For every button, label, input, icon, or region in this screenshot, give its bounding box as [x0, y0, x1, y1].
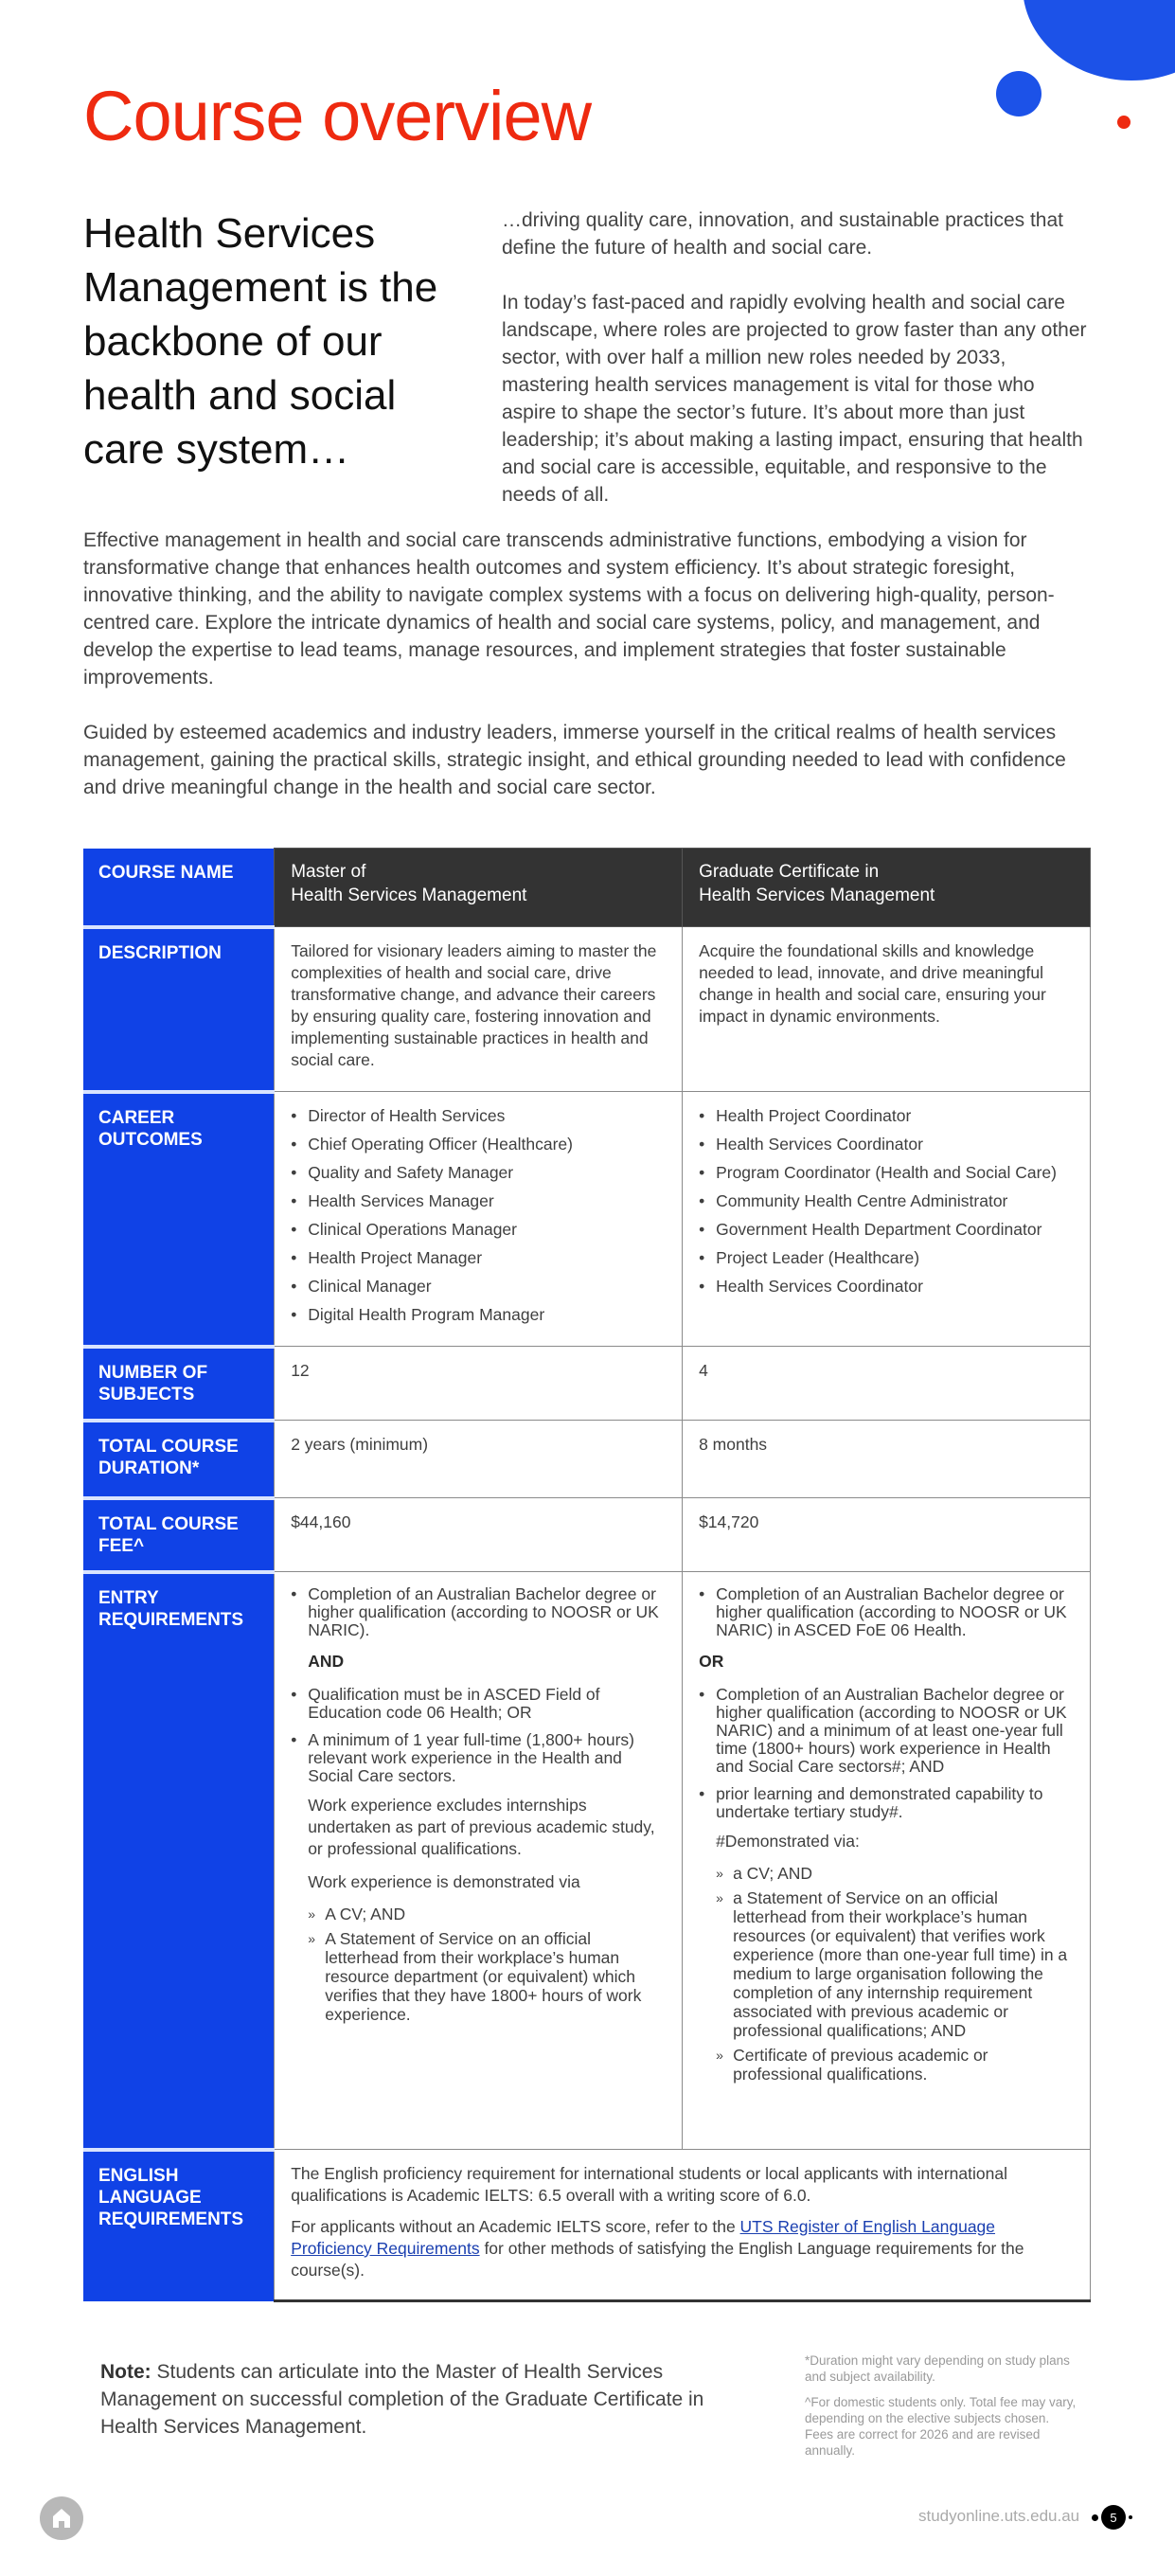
table-row-course-name: [83, 849, 1091, 927]
list-item: • Health Services Coordinator: [699, 1134, 1074, 1155]
footer-url[interactable]: studyonline.uts.edu.au: [918, 2507, 1080, 2525]
decorative-dot: [1092, 2514, 1098, 2521]
entry-master: [275, 1572, 683, 2150]
subjects-gradcert: 4: [683, 1347, 1091, 1421]
row-label: DESCRIPTION: [83, 927, 275, 1092]
english-text: For applicants without an Academic IELTS score, refer to the: [291, 2217, 740, 2236]
list-item: » a CV; AND: [716, 1864, 1074, 1883]
list-item: • Completion of an Australian Bachelor degree or higher qualification (according to NOOSR or UK NARIC).: [291, 1585, 666, 1639]
entry-note: Work experience excludes internships undertaken as part of previous academic study, or professional qualifications.: [308, 1796, 655, 1858]
entry-gradcert: [683, 1572, 1091, 2150]
list-item: • Clinical Manager: [291, 1276, 666, 1297]
list-item: • Chief Operating Officer (Healthcare): [291, 1134, 666, 1155]
course-comparison-table: [83, 848, 1091, 2302]
list-item: • Quality and Safety Manager: [291, 1162, 666, 1184]
table-row-description: [83, 927, 1091, 1092]
list-item: • Health Services Coordinator: [699, 1276, 1074, 1297]
decorative-large-blue-circle: [1023, 0, 1175, 80]
row-label: CAREER OUTCOMES: [83, 1092, 275, 1347]
list-item: • Director of Health Services: [291, 1105, 666, 1127]
decorative-red-dot: [1117, 116, 1130, 129]
description-gradcert: Acquire the foundational skills and knowledge needed to lead, innovate, and drive meaningful change in health and social care, ensuring your impact in dynamic environments.: [683, 927, 1091, 1092]
body-paragraph: Guided by esteemed academics and industry leaders, immerse yourself in the critical realms of health services management, gaining the practical skills, strategic insight, and ethical grounding needed to lead with confidence and drive meaningful change in the health and social care sector.: [83, 722, 1066, 798]
footnote: *Duration might vary depending on study plans and subject availability.: [805, 2353, 1070, 2384]
course-name-line: Master of: [291, 862, 366, 882]
list-item: • Digital Health Program Manager: [291, 1304, 666, 1326]
row-label: COURSE NAME: [83, 849, 275, 927]
table-row-english: [83, 2150, 1091, 2301]
table-row-entry-requirements: [83, 1572, 1091, 2150]
list-item: » A Statement of Service on an official letterhead from their workplace’s human resource department (or equivalent) which verifies that they have 1800+ hours of work experience.: [308, 1929, 666, 2024]
table-row-fee: [83, 1498, 1091, 1572]
duration-master: 2 years (minimum): [275, 1421, 683, 1498]
course-name-line: Graduate Certificate in: [699, 862, 880, 882]
duration-gradcert: 8 months: [683, 1421, 1091, 1498]
course-name-line: Health Services Management: [291, 886, 527, 905]
list-item: • prior learning and demonstrated capability to undertake tertiary study#.: [699, 1785, 1074, 1821]
row-label: TOTAL COURSE DURATION*: [83, 1421, 275, 1498]
table-row-career-outcomes: [83, 1092, 1091, 1347]
course-name-master: [275, 849, 683, 927]
list-item: • Health Services Manager: [291, 1190, 666, 1212]
body-paragraph: Effective management in health and social care transcends administrative functions, embodying a vision for transformative change that enhances health outcomes and system efficiency. It’s about strategic foresight, innovative thinking, and the ability to navigate complex systems with a focus on delivering high-quality, person-centred care. Explore the intricate dynamics of health and social care systems, policy, and management, and develop the expertise to lead teams, manage resources, and implement strategies that foster sustainable improvements.: [83, 529, 1055, 689]
intro-paragraph: …driving quality care, innovation, and sustainable practices that define the future of health and social care.: [502, 209, 1064, 259]
row-label: NUMBER OF SUBJECTS: [83, 1347, 275, 1421]
english-requirements: [275, 2150, 1091, 2301]
list-item: • Completion of an Australian Bachelor degree or higher qualification (according to NOOSR or UK NARIC) in ASCED FoE 06 Health.: [699, 1585, 1074, 1639]
english-text: for other methods of satisfying the English Language requirements for the course(s).: [291, 2239, 1024, 2280]
description-master: Tailored for visionary leaders aiming to master the complexities of health and social care, drive transformative change, and advance their careers by ensuring quality care, fostering innovation and implementing sustainable practices in health and social care.: [275, 927, 683, 1092]
list-item: • Health Project Manager: [291, 1247, 666, 1269]
page-title: Course overview: [83, 77, 592, 155]
course-name-line: Health Services Management: [699, 886, 935, 905]
row-label: ENGLISH LANGUAGE REQUIREMENTS: [83, 2150, 275, 2301]
english-paragraph: The English proficiency requirement for international students or local applicants with international qualifications is Academic IELTS: 6.5 overall with a writing score of 6.0.: [291, 2164, 1007, 2205]
decorative-dot: [1129, 2515, 1132, 2519]
fee-master: $44,160: [275, 1498, 683, 1572]
lead-statement: Health Services Management is the backbone of our health and social care system…: [83, 210, 438, 473]
entry-note: Work experience is demonstrated via: [308, 1872, 580, 1891]
row-label: TOTAL COURSE FEE^: [83, 1498, 275, 1572]
conjunction: AND: [308, 1652, 345, 1671]
articulation-note: [100, 2358, 744, 2441]
list-item: • Completion of an Australian Bachelor degree or higher qualification (according to NOOSR or UK NARIC) and a minimum of at least one-year full time (1800+ hours) work experience in Health and Social Care sectors#; AND: [699, 1686, 1074, 1776]
note-label: Note:: [100, 2361, 151, 2383]
intro-paragraph: In today’s fast-paced and rapidly evolving health and social care landscape, where roles are projected to grow faster than any other sector, with over half a million new roles needed by 2033, mastering health services management is vital for those who aspire to shape the sector’s future. It’s about more than just leadership; it’s about making a lasting impact, ensuring that health and social care is accessible, equitable, and responsive to the needs of all.: [502, 292, 1087, 506]
list-item: • A minimum of 1 year full-time (1,800+ hours) relevant work experience in the Health and Social Care sectors.: [291, 1731, 666, 1785]
note-text: Students can articulate into the Master of Health Services Management on successful completion of the Graduate Certificate in Health Services Management.: [100, 2361, 704, 2438]
list-item: • Qualification must be in ASCED Field of Education code 06 Health; OR: [291, 1686, 666, 1722]
subjects-master: 12: [275, 1347, 683, 1421]
list-item: • Project Leader (Healthcare): [699, 1247, 1074, 1269]
home-icon: [51, 2507, 72, 2530]
list-item: • Community Health Centre Administrator: [699, 1190, 1074, 1212]
page-number: 5: [1101, 2505, 1126, 2530]
list-item: • Health Project Coordinator: [699, 1105, 1074, 1127]
english-paragraph: [291, 2216, 1074, 2281]
list-item: • Government Health Department Coordinator: [699, 1219, 1074, 1241]
intro-text: [502, 206, 1089, 509]
list-item: » A CV; AND: [308, 1905, 666, 1923]
body-text: [83, 527, 1096, 801]
list-item: • Clinical Operations Manager: [291, 1219, 666, 1241]
fee-gradcert: $14,720: [683, 1498, 1091, 1572]
row-label: ENTRY REQUIREMENTS: [83, 1572, 275, 2150]
decorative-small-blue-circle: [996, 71, 1041, 116]
entry-note: #Demonstrated via:: [716, 1832, 860, 1851]
table-row-duration: [83, 1421, 1091, 1498]
course-name-gradcert: [683, 849, 1091, 927]
home-button[interactable]: [40, 2496, 83, 2540]
careers-gradcert: [683, 1092, 1091, 1347]
list-item: • Program Coordinator (Health and Social Care): [699, 1162, 1074, 1184]
careers-master: [275, 1092, 683, 1347]
list-item: » Certificate of previous academic or professional qualifications.: [716, 2046, 1074, 2084]
conjunction: OR: [699, 1652, 724, 1671]
table-row-subjects: [83, 1347, 1091, 1421]
list-item: » a Statement of Service on an official letterhead from their workplace’s human resources (or equivalent) that verifies work experience (more than one-year full time) in a medium to large organisation following the completion of any internship requirement associated with previous academic or professional qualifications; AND: [716, 1888, 1074, 2040]
footnote: ^For domestic students only. Total fee may vary, depending on the elective subjects chosen. Fees are correct for 2026 and are revised annually.: [805, 2395, 1077, 2458]
footnotes: [805, 2352, 1079, 2459]
uts-register-link[interactable]: UTS Register of English Language Proficiency Requirements: [291, 2217, 996, 2258]
